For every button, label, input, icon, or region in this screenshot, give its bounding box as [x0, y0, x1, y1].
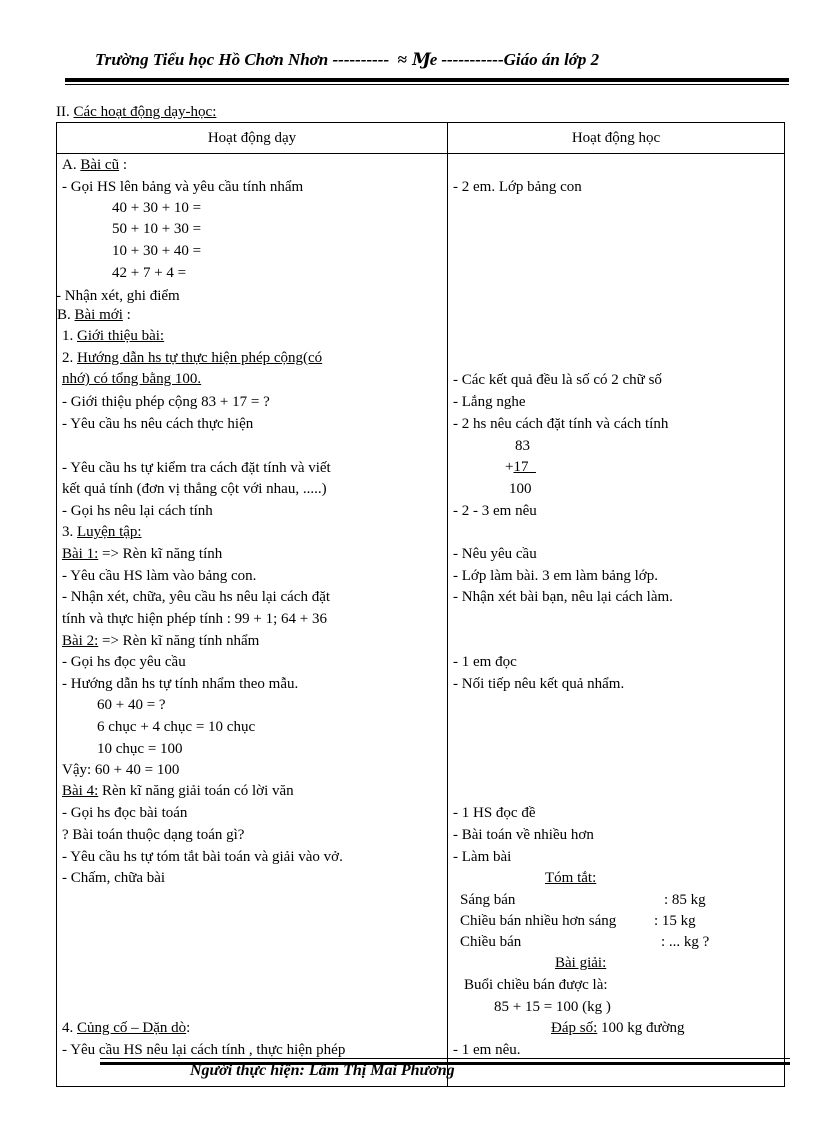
page-footer: Người thực hiện: Lâm Thị Mai Phương — [190, 1062, 455, 1079]
teacher-line: 4. Củng cố – Dặn dò: — [62, 1020, 191, 1036]
teacher-line: - Yêu cầu HS nêu lại cách tính , thực hiện phép — [62, 1042, 346, 1058]
teacher-line: - Yêu cầu hs tự kiểm tra cách đặt tính và viết — [62, 460, 331, 476]
student-line: +17 — [505, 459, 529, 475]
teacher-line: 50 + 10 + 30 = — [112, 221, 202, 237]
student-line: - 2 - 3 em nêu — [453, 503, 537, 519]
summary-heading: Tóm tắt: — [545, 870, 597, 886]
student-line: Đáp số: 100 kg đường — [551, 1020, 685, 1036]
lesson-plan-label: Giáo án lớp 2 — [503, 50, 600, 69]
teacher-line: B. Bài mới : — [57, 307, 131, 323]
teacher-line: - Gọi hs đọc bài toán — [62, 805, 188, 821]
teacher-line: 3. Luyện tập: — [62, 524, 142, 540]
student-line: Sáng bán — [460, 892, 516, 908]
header-rule — [65, 78, 789, 82]
footer-rule-thin — [100, 1058, 790, 1059]
student-line: Chiều bán nhiều hơn sáng — [460, 913, 617, 929]
student-line: : 15 kg — [654, 913, 696, 929]
teacher-line: 10 + 30 + 40 = — [112, 243, 202, 259]
teacher-line: - Nhận xét, chữa, yêu cầu hs nêu lại cách đặt — [62, 589, 331, 605]
teacher-line: 6 chục + 4 chục = 10 chục — [97, 719, 256, 735]
student-line: - Các kết quả đều là số có 2 chữ số — [453, 372, 662, 388]
student-line: : 85 kg — [664, 892, 706, 908]
teacher-line: Bài 2: => Rèn kĩ năng tính nhẩm — [62, 633, 260, 649]
teacher-activities-cell — [57, 154, 448, 1087]
school-name: Trường Tiểu học Hồ Chơn Nhơn — [95, 50, 329, 69]
student-activities-cell — [448, 154, 785, 1087]
student-line: - Nêu yêu cầu — [453, 546, 537, 562]
header-dashes-left: ---------- — [332, 50, 390, 69]
teacher-line: A. Bài cũ : — [62, 157, 128, 173]
teacher-line: 60 + 40 = ? — [97, 697, 166, 713]
teacher-line: - Gọi hs nêu lại cách tính — [62, 503, 213, 519]
student-line: - 2 hs nêu cách đặt tính và cách tính — [453, 416, 669, 432]
teacher-line: - Nhận xét, ghi điểm — [56, 288, 180, 304]
teacher-line: 42 + 7 + 4 = — [112, 265, 187, 281]
teacher-line: - Yêu cầu HS làm vào bảng con. — [62, 568, 257, 584]
teacher-line: nhớ) có tổng bằng 100. — [62, 371, 202, 387]
header-dashes-right: ----------- — [441, 50, 504, 69]
teacher-line: - Gọi HS lên bảng và yêu cầu tính nhẩm — [62, 179, 304, 195]
student-line: - Lớp làm bài. 3 em làm bảng lớp. — [453, 568, 658, 584]
student-line: Buổi chiều bán được là: — [464, 977, 608, 993]
teacher-line: 40 + 30 + 10 = — [112, 200, 202, 216]
student-line: - 1 HS đọc đề — [453, 805, 536, 821]
solution-heading: Bài giải: — [555, 955, 607, 971]
student-line: 83 — [515, 438, 530, 454]
teacher-line: 1. Giới thiệu bài: — [62, 328, 165, 344]
student-line: - 2 em. Lớp bảng con — [453, 179, 582, 195]
student-line: - Nhận xét bài bạn, nêu lại cách làm. — [453, 589, 673, 605]
teacher-line: - Yêu cầu hs tự tóm tắt bài toán và giải vào vở. — [62, 849, 343, 865]
student-line: Chiều bán — [460, 934, 522, 950]
teacher-line: Vậy: 60 + 40 = 100 — [62, 762, 180, 778]
teacher-line: Bài 4: Rèn kĩ năng giải toán có lời văn — [62, 783, 294, 799]
teacher-line: kết quả tính (đơn vị thẳng cột với nhau, .....) — [62, 481, 327, 497]
student-line: - Lắng nghe — [453, 394, 526, 410]
teacher-line: 10 chục = 100 — [97, 741, 183, 757]
section-title: II. Các hoạt động dạy-học: — [56, 104, 217, 120]
teacher-line: - Giới thiệu phép cộng 83 + 17 = ? — [62, 394, 270, 410]
teacher-line: Bài 1: => Rèn kĩ năng tính — [62, 546, 223, 562]
student-line: 100 — [509, 481, 532, 497]
teacher-line: ? Bài toán thuộc dạng toán gì? — [62, 827, 245, 843]
student-line: - 1 em đọc — [453, 654, 517, 670]
student-column-header: Hoạt động học — [448, 123, 785, 154]
student-line: 85 + 15 = 100 (kg ) — [494, 999, 611, 1015]
teacher-line: tính và thực hiện phép tính : 99 + 1; 64 + 36 — [62, 611, 328, 627]
student-line: : ... kg ? — [661, 934, 710, 950]
page-header — [95, 50, 599, 70]
student-line: - Làm bài — [453, 849, 512, 865]
activities-table — [56, 122, 785, 1087]
student-line: - Bài toán về nhiều hơn — [453, 827, 594, 843]
teacher-line: - Gọi hs đọc yêu cầu — [62, 654, 186, 670]
header-logo: ≈ Ɱe — [397, 50, 438, 69]
teacher-line: - Yêu cầu hs nêu cách thực hiện — [62, 416, 254, 432]
teacher-line: - Chấm, chữa bài — [62, 870, 166, 886]
teacher-column-header: Hoạt động dạy — [57, 123, 448, 154]
student-line: - 1 em nêu. — [453, 1042, 521, 1058]
header-rule-thin — [65, 84, 789, 85]
teacher-line: - Hướng dẫn hs tự tính nhẩm theo mẫu. — [62, 676, 299, 692]
student-line: - Nối tiếp nêu kết quả nhẩm. — [453, 676, 625, 692]
teacher-line: 2. Hướng dẫn hs tự thực hiện phép cộng(có — [62, 350, 323, 366]
